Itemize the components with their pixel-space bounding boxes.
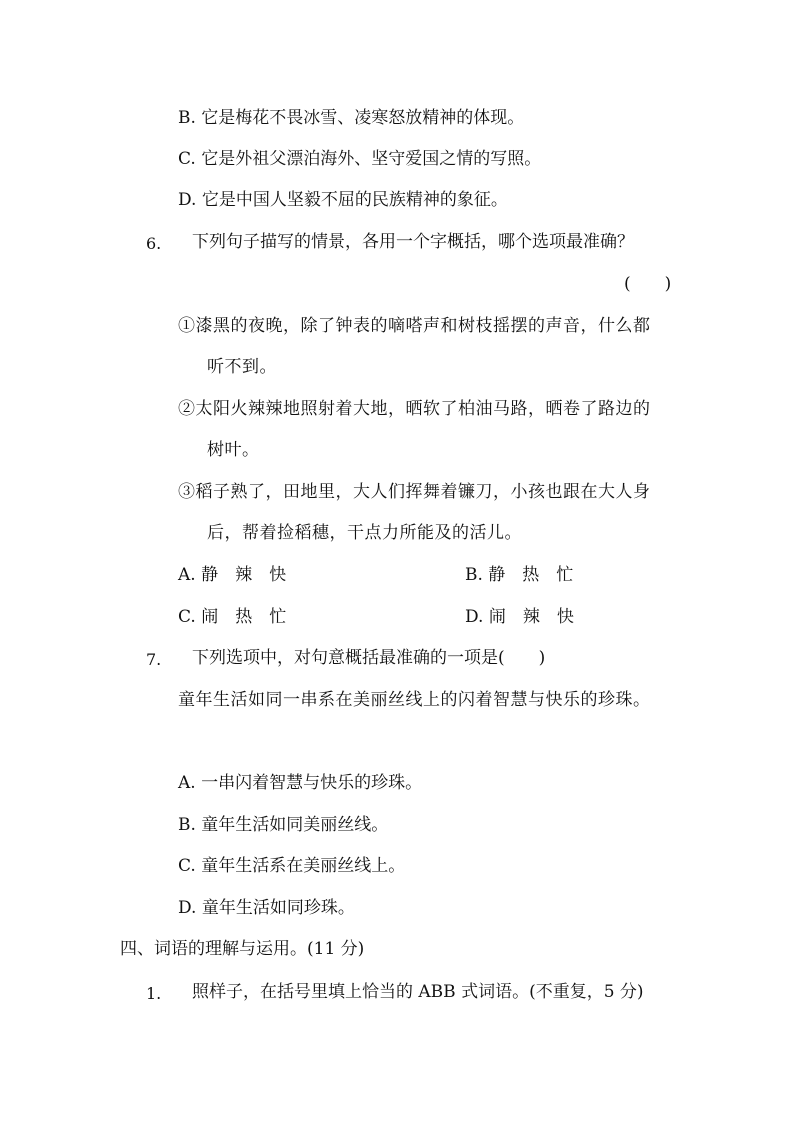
q6-sentence-1-line1: ①漆黑的夜晚，除了钟表的嘀嗒声和树枝摇摆的声音，什么都	[178, 316, 651, 336]
q6-option-c: C. 闹 热 忙	[178, 607, 287, 627]
q7-question: 下列选项中，对句意概括最准确的一项是( )	[192, 648, 546, 668]
q6-sentence-3-line1: ③稻子熟了，田地里，大人们挥舞着镰刀，小孩也跟在大人身	[178, 482, 651, 502]
q6-sentence-3-line2: 后，帮着捡稻穗，干点力所能及的活儿。	[207, 523, 522, 543]
section4-heading: 四、词语的理解与运用。(11 分)	[120, 939, 365, 959]
q5-option-b: B. 它是梅花不畏冰雪、凌寒怒放精神的体现。	[178, 108, 525, 128]
q5-option-c: C. 它是外祖父漂泊海外、坚守爱国之情的写照。	[178, 149, 542, 169]
q6-option-d: D. 闹 辣 快	[465, 607, 574, 627]
q6-sentence-2-line1: ②太阳火辣辣地照射着大地，晒软了柏油马路，晒卷了路边的	[178, 399, 651, 419]
q6-sentence-2-line2: 树叶。	[207, 440, 260, 460]
q6-option-a: A. 静 辣 快	[178, 565, 287, 585]
q7-sentence: 童年生活如同一串系在美丽丝线上的闪着智慧与快乐的珍珠。	[178, 690, 651, 710]
q5-option-d: D. 它是中国人坚毅不屈的民族精神的象征。	[178, 190, 508, 210]
q7-option-a: A. 一串闪着智慧与快乐的珍珠。	[178, 773, 423, 793]
q6-answer-blank: ( )	[624, 274, 672, 294]
section4-q1-text: 照样子，在括号里填上恰当的 ABB 式词语。(不重复，5 分)	[192, 982, 644, 1002]
q6-option-b: B. 静 热 忙	[465, 565, 574, 585]
q6-question: 下列句子描写的情景，各用一个字概括，哪个选项最准确？	[192, 232, 634, 252]
q7-option-b: B. 童年生活如同美丽丝线。	[178, 815, 389, 835]
q6-sentence-1-line2: 听不到。	[207, 357, 277, 377]
q6-number: 6.	[146, 234, 162, 253]
section4-q1-number: 1.	[146, 984, 162, 1003]
q7-option-d: D. 童年生活如同珍珠。	[178, 898, 355, 918]
q7-number: 7.	[146, 650, 162, 669]
q7-option-c: C. 童年生活系在美丽丝线上。	[178, 856, 406, 876]
